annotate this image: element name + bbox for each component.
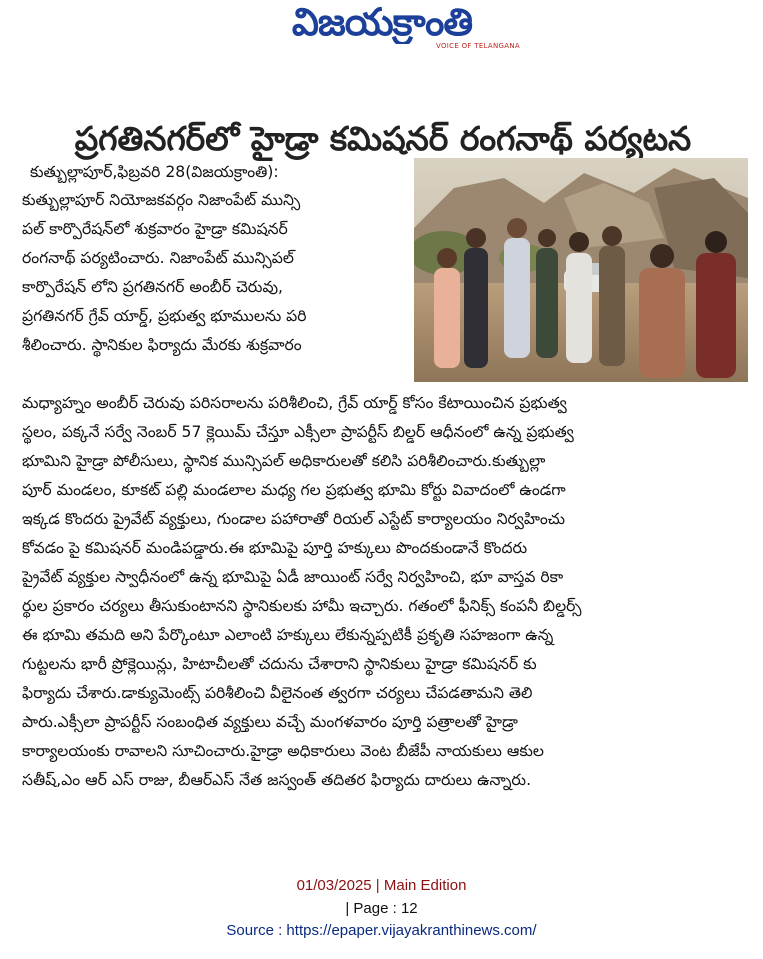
article-line: పల్ కార్పొరేషన్‌లో శుక్రవారం హైడ్రా కమిషనర్ [22,220,288,238]
article-line: ర్థుల ప్రకారం చర్యలు తీసుకుంటానని స్థానికులకు హామీ ఇచ్చారు. గతంలో ఫీనిక్స్ కంపనీ బిల్డర్స్ [22,597,582,615]
footer-date-edition: 01/03/2025 | Main Edition [296,877,467,894]
article-photo-graphic [414,158,748,382]
article-line: ప్రైవేట్ వ్యక్తుల స్వాధీనంలో ఉన్న భూమిపై ఏడీ జాయింట్ సర్వే నిర్వహించి, భూ వాస్తవ రికా [22,568,564,586]
footer-page-number: | Page : 12 [345,900,418,917]
masthead [0,0,763,62]
article-line: భూమిని హైడ్రా పోలీసులు, స్థానిక మున్సిపల్ అధికారులతో కలిసి పరిశీలించారు.కుత్బుల్లా [22,452,546,470]
article-line: కోవడం పై కమిషనర్ మండిపడ్డారు.ఈ భూమిపై పూర్తి హక్కులు పొందకుండానే కొందరు [22,539,528,557]
footer-source-link[interactable]: Source : https://epaper.vijayakranthinews.com/ [226,922,537,939]
article-line: శీలించారు. స్థానికుల ఫిర్యాదు మేరకు శుక్రవారం [22,336,302,354]
article-dateline: కుత్బుల్లాపూర్,ఫిబ్రవరి 28(విజయక్రాంతి): [30,163,279,181]
article-line: కార్పొరేషన్ లోని ప్రగతినగర్ అంబీర్ చెరువు, [22,278,283,296]
article-line: పూర్ మండలం, కూకట్ పల్లి మండలాల మధ్య గల ప్రభుత్వ భూమి కోర్టు వివాదంలో ఉండగా [22,481,566,499]
newspaper-logo: విజయక్రాంతి [291,0,473,44]
article-line: కుత్బుల్లాపూర్ నియోజకవర్గం నిజాంపేట్ మున్సి [22,191,301,209]
article-line: పారు.ఎక్సీలా ప్రాపర్టీస్ సంబంధిత వ్యక్తులు వచ్చే మంగళవారం పూర్తి పత్రాలతో హైడ్రా [22,713,518,731]
article-line: స్థలం, పక్కనే సర్వే నెంబర్ 57 క్లెయిమ్ చేస్తూ ఎక్సీలా ప్రాపర్టీస్ బిల్డర్ ఆధీనంలో ఉన్న ప్రభుత్వ [22,423,574,441]
article-line: కార్యాలయంకు రావాలని సూచించారు.హైడ్రా అధికారులు వెంట బీజేపీ నాయకులు ఆకుల [22,742,544,760]
article-headline: ప్రగతినగర్‌లో హైడ్రా కమిషనర్ రంగనాథ్ పర్యటన [74,119,692,159]
article-line: ఫిర్యాదు చేశారు.డాక్యుమెంట్స్ పరిశీలించి వీలైనంత త్వరగా చర్యలు చేపడతామని తెలి [22,684,533,702]
article-line: ఇక్కడ కొందరు ప్రైవేట్ వ్యక్తులు, గుండాల పహారాతో రియల్ ఎస్టేట్ కార్యాలయం నిర్వహించు [22,510,566,528]
article-line: రంగనాథ్ పర్యటించారు. నిజాంపేట్ మున్సిపల్ [22,249,294,267]
article-photo [414,158,748,382]
article-line: గుట్టలను భారీ ప్రోక్లెయిన్లు, హిటాచీలతో చదును చేశారాని స్థానికులు హైడ్రా కమిషనర్ కు [22,655,537,673]
article-line: ఈ భూమి తమది అని పేర్కొంటూ ఎలాంటి హక్కులు లేకున్నప్పటికీ ప్రకృతి సహజంగా ఉన్న [22,626,554,644]
article-line: ప్రగతినగర్ గ్రేవ్ యార్డ్, ప్రభుత్వ భూములను పరి [22,307,307,325]
article-line: సతీష్,ఎం ఆర్ ఎస్ రాజు, బీఆర్ఎస్ నేత జస్వంత్ తదితర ఫిర్యాదు దారులు ఉన్నారు. [22,771,532,789]
newspaper-tagline: VOICE OF TELANGANA [436,42,520,50]
article-line: మధ్యాహ్నం అంబీర్ చెరువు పరిసరాలను పరిశీలించి, గ్రేవ్ యార్డ్ కోసం కేటాయించిన ప్రభుత్వ [22,394,567,412]
